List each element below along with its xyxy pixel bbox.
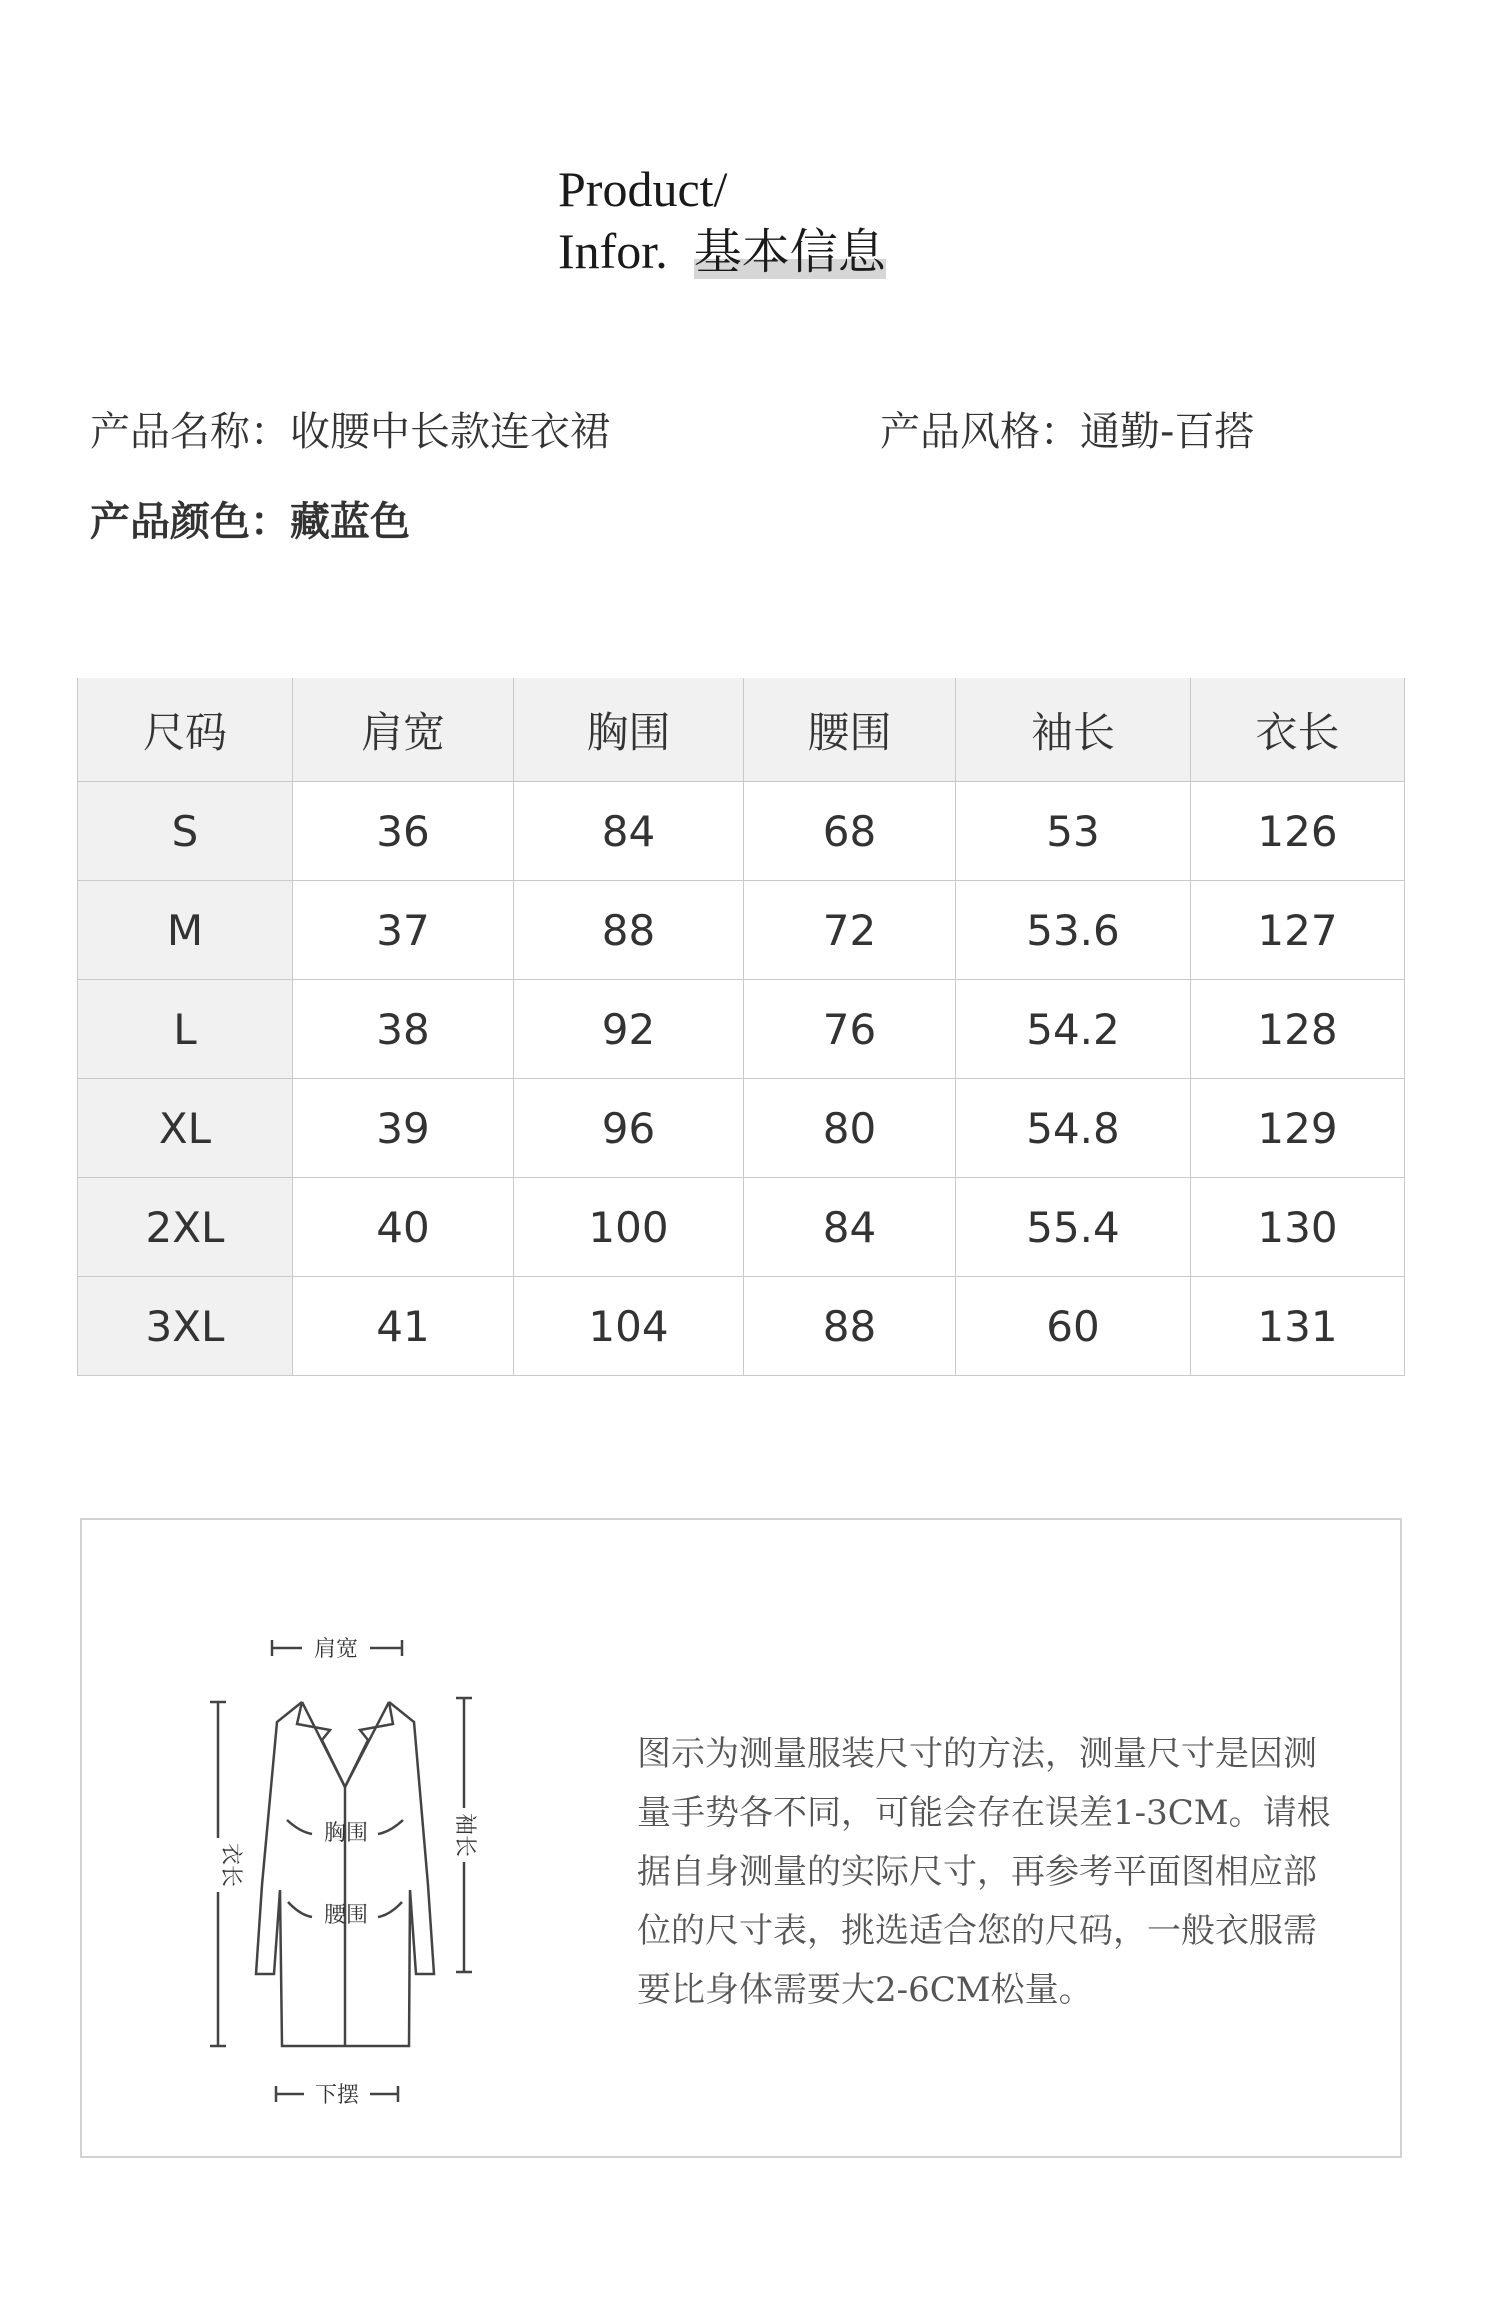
size-cell: S <box>78 782 293 881</box>
product-name-value: 收腰中长款连衣裙 <box>290 409 610 455</box>
title-line-1: Product/ <box>558 161 728 217</box>
table-cell: 40 <box>293 1178 514 1277</box>
product-color <box>90 498 410 546</box>
title-cn: 基本信息 <box>693 224 886 280</box>
table-row <box>78 1178 1405 1277</box>
product-name-label: 产品名称： <box>90 409 290 455</box>
table-cell: 100 <box>514 1178 744 1277</box>
measurement-guide <box>80 1518 1402 2158</box>
table-cell: 76 <box>744 980 956 1079</box>
table-cell: 72 <box>744 881 956 980</box>
table-cell: 37 <box>293 881 514 980</box>
size-cell: M <box>78 881 293 980</box>
table-row <box>78 782 1405 881</box>
header-length: 衣长 <box>1191 678 1405 782</box>
header-chest: 胸围 <box>514 678 744 782</box>
table-cell: 130 <box>1191 1178 1405 1277</box>
size-cell: L <box>78 980 293 1079</box>
table-cell: 80 <box>744 1079 956 1178</box>
title-en: Infor. <box>558 223 668 279</box>
table-row <box>78 980 1405 1079</box>
table-cell: 38 <box>293 980 514 1079</box>
table-cell: 54.2 <box>956 980 1191 1079</box>
table-cell: 92 <box>514 980 744 1079</box>
product-style-value: 通勤-百搭 <box>1080 409 1255 455</box>
label-hem: 下摆 <box>314 2083 360 2108</box>
table-cell: 53 <box>956 782 1191 881</box>
table-cell: 36 <box>293 782 514 881</box>
table-cell: 128 <box>1191 980 1405 1079</box>
label-sleeve: 袖长 <box>452 1812 477 1858</box>
header-shoulder: 肩宽 <box>293 678 514 782</box>
product-name <box>90 408 610 456</box>
table-cell: 104 <box>514 1277 744 1376</box>
size-cell: XL <box>78 1079 293 1178</box>
table-cell: 127 <box>1191 881 1405 980</box>
table-cell: 88 <box>514 881 744 980</box>
product-color-value: 藏蓝色 <box>290 499 410 545</box>
table-cell: 129 <box>1191 1079 1405 1178</box>
label-shoulder: 肩宽 <box>313 1637 359 1662</box>
product-color-label: 产品颜色： <box>90 499 290 545</box>
table-cell: 88 <box>744 1277 956 1376</box>
label-chest: 胸围 <box>323 1821 369 1846</box>
table-cell: 126 <box>1191 782 1405 881</box>
table-cell: 53.6 <box>956 881 1191 980</box>
coat-diagram <box>152 1600 512 2108</box>
header-waist: 腰围 <box>744 678 956 782</box>
table-cell: 60 <box>956 1277 1191 1376</box>
label-length: 衣长 <box>218 1842 243 1888</box>
table-cell: 96 <box>514 1079 744 1178</box>
measurement-instructions: 图示为测量服装尺寸的方法，测量尺寸是因测量手势各不同，可能会存在误差1-3CM。请根据自身测量的实际尺寸，再参考平面图相应部位的尺寸表，挑选适合您的尺码，一般衣服需要比身体需要大2-6CM松量。 <box>637 1734 1331 2010</box>
table-cell: 54.8 <box>956 1079 1191 1178</box>
table-cell: 39 <box>293 1079 514 1178</box>
table-header-row <box>78 678 1405 782</box>
table-cell: 68 <box>744 782 956 881</box>
title-line-2 <box>558 220 886 283</box>
table-cell: 131 <box>1191 1277 1405 1376</box>
size-table <box>77 678 1405 1376</box>
table-row <box>78 1079 1405 1178</box>
table-row <box>78 881 1405 980</box>
size-cell: 3XL <box>78 1277 293 1376</box>
product-style-label: 产品风格： <box>880 409 1080 455</box>
table-cell: 41 <box>293 1277 514 1376</box>
product-style <box>880 408 1254 456</box>
table-cell: 84 <box>514 782 744 881</box>
header-size: 尺码 <box>78 678 293 782</box>
table-row <box>78 1277 1405 1376</box>
label-waist: 腰围 <box>323 1903 369 1928</box>
header-sleeve: 袖长 <box>956 678 1191 782</box>
table-cell: 84 <box>744 1178 956 1277</box>
title-block <box>558 158 886 283</box>
coat-outline <box>210 1640 472 2102</box>
table-cell: 55.4 <box>956 1178 1191 1277</box>
size-cell: 2XL <box>78 1178 293 1277</box>
